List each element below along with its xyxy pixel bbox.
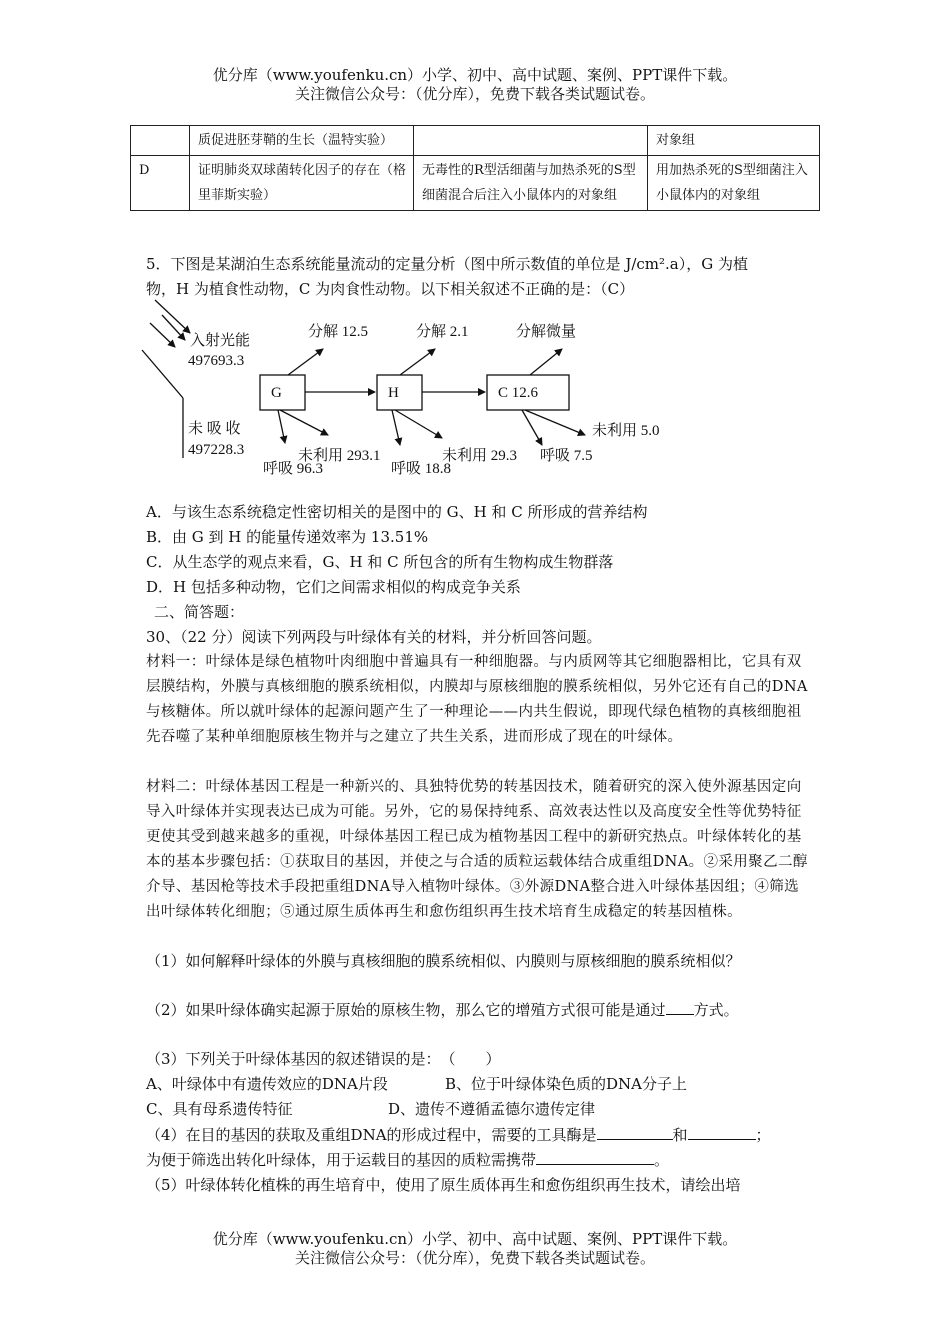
h-resp-arrow [392, 410, 400, 445]
incident-light-arrow [150, 323, 175, 347]
energy-flow-diagram [130, 295, 730, 485]
header-line-2: 关注微信公众号：（优分库），免费下载各类试题试卷。 [294, 85, 655, 103]
option-b: B．由 G 到 H 的能量传递效率为 13.51% [146, 528, 429, 546]
sub-question-5: （5）叶绿体转化植株的再生培育中，使用了原生质体再生和愈伤组织再生技术，请绘出培 [146, 1176, 741, 1194]
material-2: 材料二：叶绿体基因工程是一种新兴的、具独特优势的转基因技术，随着研究的深入使外源基因定向导入叶绿体并实现表达已成为可能。另外，它的易保持纯系、高效表达性以及高度安全性等优势特征更使其受到越来越多的重视，叶绿体基因工程已成为植物基因工程中的新研究热点。叶绿体转化的基本的基本步骤包括：①获取目的基因，并使之与合适的质粒运载体结合成重组DNA。②采用聚乙二醇介导、基因枪等技术手段把重组DNA导入植物叶绿体。③外源DNA整合进入叶绿体基因组；④筛选出叶绿体转化细胞；⑤通过原生质体再生和愈伤组织再生技术培育生成稳定的转基因植株。 [146, 779, 808, 920]
material-1: 材料一：叶绿体是绿色植物叶肉细胞中普遍具有一种细胞器。与内质网等其它细胞器相比，它具有双层膜结构，外膜与真核细胞的膜系统相似，内膜却与原核细胞的膜系统相似，另外它还有自己的DNA与核糖体。所以就叶绿体的起源问题产生了一种理论——内共生假说，即现代绿色植物的真核细胞祖先吞噬了某种单细胞原核生物并与之建立了共生关系，进而形成了现在的叶绿体。 [146, 654, 808, 745]
sub-question-3-option-d: D、遗传不遵循孟德尔遗传定律 [388, 1100, 596, 1118]
c-label: C 12.6 [498, 385, 539, 401]
g-resp-label: 呼吸 96.3 [263, 461, 324, 477]
h-unused-label: 未利用 29.3 [442, 448, 518, 464]
h-decomp-arrow [400, 349, 435, 375]
experiment-table [130, 125, 820, 211]
table-cell: D [131, 156, 190, 211]
sub-question-4-line-2 [146, 1148, 669, 1173]
c-decomp-arrow [530, 349, 562, 375]
sub-question-3-option-c: C、具有母系遗传特征 [146, 1100, 293, 1118]
table-row [131, 156, 820, 211]
g-resp-arrow [278, 410, 285, 443]
sub-question-3-option-a: A、叶绿体中有遗传效应的DNA片段 [146, 1075, 388, 1093]
g-label: G [271, 385, 282, 401]
sub-question-2-text: （2）如果叶绿体确实起源于原始的原核生物，那么它的增殖方式很可能是通过 [146, 1001, 666, 1019]
c-unused-label: 未利用 5.0 [592, 423, 660, 439]
sub-question-3: （3）下列关于叶绿体基因的叙述错误的是： （ ） [146, 1050, 501, 1068]
sub-question-2 [146, 998, 739, 1023]
producer-g-box [260, 375, 305, 410]
unabsorbed-line [142, 350, 183, 398]
footer-line-2: 关注微信公众号：（优分库），免费下载各类试题试卷。 [294, 1249, 655, 1267]
question-5-line-1: 5．下图是某湖泊生态系统能量流动的定量分析（图中所示数值的单位是 J/cm².a），G 为植 [146, 255, 748, 273]
sub-question-2-suffix: 方式。 [693, 1001, 739, 1019]
table-cell: 用加热杀死的S型细菌注入小鼠体内的对象组 [648, 156, 820, 211]
option-a: A．与该生态系统稳定性密切相关的是图中的 G、H 和 C 所形成的营养结构 [146, 503, 648, 521]
c-resp-label: 呼吸 7.5 [540, 448, 593, 464]
g-unused-label: 未利用 293.1 [298, 448, 381, 464]
sub-question-4-text-2: 为便于筛选出转化叶绿体，用于运载目的基因的质粒需携带 [146, 1151, 537, 1169]
table-cell: 证明肺炎双球菌转化因子的存在（格里菲斯实验） [190, 156, 414, 211]
answer-blank[interactable] [597, 1123, 673, 1140]
sub-question-4-period: 。 [654, 1151, 670, 1169]
herbivore-h-box [377, 375, 422, 410]
option-c: C．从生态学的观点来看，G、H 和 C 所包含的所有生物构成生物群落 [146, 553, 614, 571]
h-label: H [388, 385, 399, 401]
sub-question-4-text: （4）在目的基因的获取及重组DNA的形成过程中，需要的工具酶是 [146, 1126, 597, 1144]
sub-question-4-line-1 [146, 1123, 771, 1148]
table-row [131, 126, 820, 156]
answer-blank[interactable] [688, 1123, 756, 1140]
header-line-1: 优分库（www.youfenku.cn）小学、初中、高中试题、案例、PPT课件下载。 [212, 66, 738, 84]
footer-line-1: 优分库（www.youfenku.cn）小学、初中、高中试题、案例、PPT课件下载。 [212, 1230, 738, 1248]
h-resp-label: 呼吸 18.8 [391, 461, 452, 477]
c-decomp-label: 分解微量 [516, 324, 577, 340]
h-decomp-label: 分解 2.1 [416, 324, 469, 340]
sub-question-1: （1）如何解释叶绿体的外膜与真核细胞的膜系统相似、内膜则与原核细胞的膜系统相似？ [146, 952, 741, 970]
g-unused-arrow [280, 410, 328, 435]
incident-value: 497693.3 [188, 353, 245, 369]
question-5-line-2: 物，H 为植食性动物，C 为肉食性动物。以下相关叙述不正确的是：（C） [146, 280, 635, 298]
answer-blank[interactable] [666, 998, 694, 1015]
table-cell [131, 126, 190, 156]
sub-question-3-option-b: B、位于叶绿体染色质的DNA分子上 [445, 1075, 688, 1093]
incident-label: 入射光能 [190, 333, 251, 349]
sub-question-4-semicolon: ； [755, 1126, 771, 1144]
table-cell: 对象组 [648, 126, 820, 156]
question-30-title: 30、（22 分）阅读下列两段与叶绿体有关的材料，并分析回答问题。 [146, 628, 602, 646]
page-footer [0, 1230, 950, 1268]
unabsorbed-label: 未 吸 收 [188, 421, 241, 437]
unabsorbed-value: 497228.3 [188, 442, 245, 458]
answer-blank[interactable] [536, 1148, 654, 1165]
page-header [0, 66, 950, 104]
option-d: D．H 包括多种动物，它们之间需求相似的构成竞争关系 [146, 578, 521, 596]
g-decomp-arrow [288, 349, 323, 375]
g-decomp-label: 分解 12.5 [308, 324, 369, 340]
table-cell: 质促进胚芽鞘的生长（温特实验） [190, 126, 414, 156]
section-title: 二、简答题： [154, 603, 245, 621]
table-cell [414, 126, 648, 156]
incident-light-arrow [162, 315, 185, 340]
sub-question-4-and: 和 [672, 1126, 688, 1144]
incident-light-arrow [155, 300, 190, 333]
h-unused-arrow [395, 410, 442, 438]
table-cell: 无毒性的R型活细菌与加热杀死的S型细菌混合后注入小鼠体内的对象组 [414, 156, 648, 211]
